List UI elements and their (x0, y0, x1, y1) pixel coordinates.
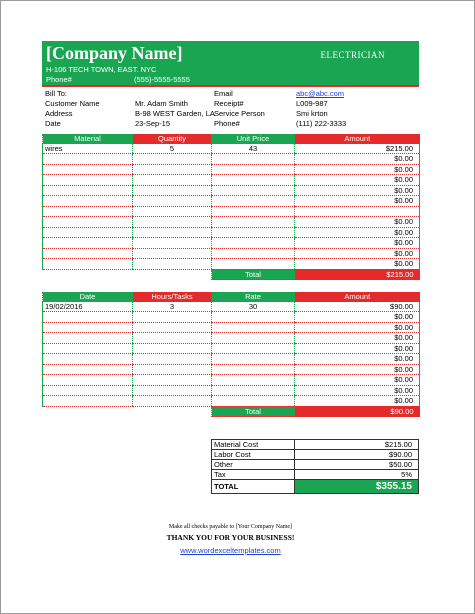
summary-table (211, 439, 419, 494)
labor-header-row (43, 292, 420, 302)
labor-cell (133, 354, 212, 365)
quantity-column-header: Quantity (133, 134, 212, 144)
thank-you-message: THANK YOU FOR YOUR BUSINESS! (166, 533, 295, 542)
grand-total-value: $355.15 (295, 480, 419, 494)
material-cell (212, 238, 295, 249)
summary-label: Other (212, 460, 295, 470)
material-cell (133, 248, 212, 259)
material-cell (212, 227, 295, 238)
material-cell (43, 185, 133, 196)
rate-column-header: Rate (212, 292, 295, 302)
material-cell: $0.00 (295, 185, 420, 196)
labor-cell: 30 (212, 302, 295, 312)
material-cell: $0.00 (295, 238, 420, 249)
material-row (43, 217, 420, 228)
receipt-label: Receipt# (214, 99, 244, 108)
grand-total-label: TOTAL (212, 480, 295, 494)
summary-value: $50.00 (295, 460, 419, 470)
trade-title: ELECTRICIAN (320, 50, 385, 60)
labor-table (42, 292, 420, 417)
labor-row (43, 385, 420, 396)
labor-cell (212, 375, 295, 386)
material-cell (212, 154, 295, 165)
date-column-header: Date (43, 292, 133, 302)
material-cell: $0.00 (295, 164, 420, 175)
material-cell (212, 196, 295, 207)
summary-row (212, 460, 419, 470)
material-cell (212, 206, 295, 217)
material-row (43, 227, 420, 238)
material-total-spacer (43, 269, 133, 280)
company-phone-label: Phone# (46, 75, 72, 84)
material-cell (43, 259, 133, 270)
labor-row (43, 375, 420, 386)
material-cell: $0.00 (295, 154, 420, 165)
material-cell (133, 238, 212, 249)
material-cell (43, 238, 133, 249)
material-cell (43, 164, 133, 175)
material-cell (133, 259, 212, 270)
labor-cell (212, 354, 295, 365)
material-cell: $0.00 (295, 196, 420, 207)
labor-total-label: Total (212, 406, 295, 417)
summary-value: 5% (295, 470, 419, 480)
labor-row (43, 343, 420, 354)
materials-header-row (43, 134, 420, 144)
company-address: H-106 TECH TOWN, EAST. NYC (46, 65, 157, 74)
labor-cell: $0.00 (295, 312, 420, 323)
material-row (43, 175, 420, 186)
labor-cell (43, 333, 133, 344)
labor-total-row (43, 406, 420, 417)
email-label: Email (214, 89, 233, 98)
material-cell (133, 164, 212, 175)
material-cell (212, 248, 295, 259)
labor-cell: $0.00 (295, 396, 420, 407)
website-row (42, 546, 419, 555)
labor-cell (43, 385, 133, 396)
labor-cell (133, 364, 212, 375)
labor-row (43, 302, 420, 312)
labor-cell (133, 312, 212, 323)
material-cell: $0.00 (295, 227, 420, 238)
material-row (43, 259, 420, 270)
labor-row (43, 364, 420, 375)
labor-cell (212, 333, 295, 344)
date-label: Date (45, 119, 61, 128)
material-cell: $215.00 (295, 144, 420, 154)
labor-cell: 3 (133, 302, 212, 312)
amount-column-header: Amount (295, 134, 420, 144)
email-link[interactable]: abc@abc.com (296, 89, 345, 98)
labor-cell: $0.00 (295, 333, 420, 344)
labor-cell (43, 364, 133, 375)
material-total-value: $215.00 (295, 269, 420, 280)
service-person: Smi krton (296, 109, 328, 118)
material-cell (133, 217, 212, 228)
labor-row (43, 333, 420, 344)
labor-cell: $0.00 (295, 343, 420, 354)
material-cell (43, 175, 133, 186)
labor-cell (43, 354, 133, 365)
phone-label: Phone# (214, 119, 240, 128)
labor-cell (212, 396, 295, 407)
customer-phone: (111) 222-3333 (296, 119, 347, 128)
labor-cell: $0.00 (295, 354, 420, 365)
labor-cell (212, 364, 295, 375)
material-cell (133, 206, 212, 217)
summary-value: $90.00 (295, 450, 419, 460)
header-divider (42, 85, 419, 87)
labor-cell (212, 322, 295, 333)
labor-cell (133, 322, 212, 333)
labor-cell: $0.00 (295, 364, 420, 375)
material-cell: wires (43, 144, 133, 154)
customer-name: Mr. Adam Smith (135, 99, 188, 108)
labor-cell: $90.00 (295, 302, 420, 312)
material-cell (295, 206, 420, 217)
material-cell: 5 (133, 144, 212, 154)
material-row (43, 248, 420, 259)
summary-label: Tax (212, 470, 295, 480)
labor-cell (43, 322, 133, 333)
material-row (43, 164, 420, 175)
receipt-number: L009-987 (296, 99, 328, 108)
material-cell: $0.00 (295, 217, 420, 228)
labor-row (43, 396, 420, 407)
labor-cell: 19/02/2016 (43, 302, 133, 312)
company-phone: (555)-5555-5555 (134, 75, 190, 84)
labor-amount-column-header: Amount (295, 292, 420, 302)
material-cell (43, 248, 133, 259)
material-column-header: Material (43, 134, 133, 144)
material-cell: 43 (212, 144, 295, 154)
labor-total-spacer (133, 406, 212, 417)
labor-total-spacer (43, 406, 133, 417)
labor-cell (133, 396, 212, 407)
materials-table (42, 134, 420, 280)
material-total-spacer (133, 269, 212, 280)
payable-note: Make all checks payable to [Your Company Name] (168, 524, 293, 530)
summary-label: Labor Cost (212, 450, 295, 460)
summary-row (212, 440, 419, 450)
material-cell: $0.00 (295, 175, 420, 186)
labor-cell (43, 312, 133, 323)
invoice-date: 23-Sep-15 (135, 119, 171, 128)
material-cell (43, 206, 133, 217)
material-cell (212, 175, 295, 186)
labor-cell (133, 343, 212, 354)
labor-cell (212, 312, 295, 323)
labor-total-value: $90.00 (295, 406, 420, 417)
labor-cell: $0.00 (295, 385, 420, 396)
labor-cell (212, 385, 295, 396)
material-cell (212, 259, 295, 270)
unit-price-column-header: Unit Price (212, 134, 295, 144)
hours-column-header: Hours/Tasks (133, 292, 212, 302)
labor-cell (43, 375, 133, 386)
material-row (43, 154, 420, 165)
labor-cell (133, 385, 212, 396)
material-cell (43, 217, 133, 228)
labor-cell (133, 375, 212, 386)
summary-label: Material Cost (212, 440, 295, 450)
labor-cell (43, 396, 133, 407)
service-person-label: Service Person (214, 109, 265, 118)
material-cell (133, 154, 212, 165)
material-cell (212, 164, 295, 175)
address-label: Address (45, 109, 73, 118)
material-cell (43, 196, 133, 207)
labor-cell (212, 343, 295, 354)
material-cell (133, 175, 212, 186)
material-cell (133, 196, 212, 207)
material-total-label: Total (212, 269, 295, 280)
material-cell (43, 227, 133, 238)
labor-cell: $0.00 (295, 322, 420, 333)
labor-cell (133, 333, 212, 344)
summary-value: $215.00 (295, 440, 419, 450)
material-row (43, 185, 420, 196)
customer-name-label: Customer Name (45, 99, 100, 108)
labor-cell: $0.00 (295, 375, 420, 386)
summary-row (212, 450, 419, 460)
company-header (42, 41, 419, 85)
material-cell (212, 185, 295, 196)
website-link[interactable]: www.wordexceltemplates.com (180, 546, 281, 555)
customer-address: B-98 WEST Garden, LA (135, 109, 215, 118)
material-cell (133, 227, 212, 238)
material-row (43, 238, 420, 249)
summary-row (212, 470, 419, 480)
bill-to-label: Bill To: (45, 89, 67, 98)
labor-row (43, 354, 420, 365)
labor-cell (43, 343, 133, 354)
material-cell: $0.00 (295, 259, 420, 270)
material-row (43, 144, 420, 154)
material-total-row (43, 269, 420, 280)
material-row (43, 196, 420, 207)
material-cell (212, 217, 295, 228)
labor-row (43, 312, 420, 323)
material-cell (43, 154, 133, 165)
grand-total-row (212, 480, 419, 494)
labor-row (43, 322, 420, 333)
company-name: [Company Name] (46, 43, 183, 63)
material-cell (133, 185, 212, 196)
material-row (43, 206, 420, 217)
material-cell: $0.00 (295, 248, 420, 259)
